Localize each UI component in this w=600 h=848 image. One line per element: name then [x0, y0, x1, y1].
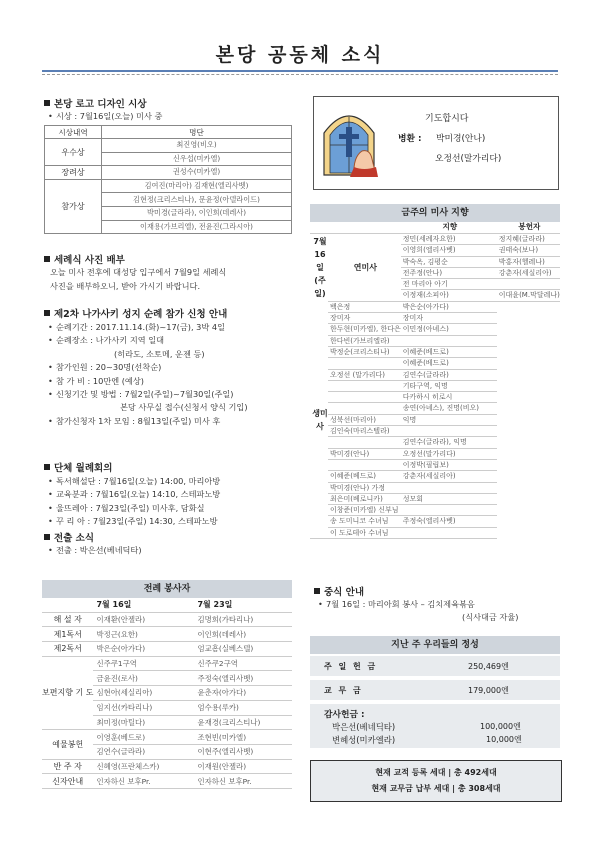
- parish-stats-2: 현재 교무금 납부 세대 | 총 308세대: [371, 784, 501, 793]
- mass-row: [310, 426, 560, 437]
- logo-line-text: 시상 : 7월16일(오늘) 미사 중: [56, 111, 163, 121]
- parish-stats-1: 현재 교적 등록 세대 | 총 492세대: [375, 768, 497, 777]
- server-role: 신자안내: [42, 774, 93, 789]
- mass-row: [310, 448, 560, 459]
- mass-intention: [328, 380, 401, 391]
- mass-donor: 김연수(글라라): [401, 369, 497, 380]
- photo-l2: 사진을 배부하오니, 받아 가시기 바랍니다.: [50, 281, 201, 291]
- mass-date: 7월16일(주일): [313, 237, 327, 299]
- offering-r1-value: 250,469엔: [468, 662, 509, 671]
- prayer-name-2: 오정선(말가리다): [435, 154, 502, 164]
- server-row: [42, 642, 292, 657]
- mass-row: [310, 346, 560, 357]
- award-table: [44, 125, 292, 234]
- mass-row: [310, 493, 560, 504]
- mass-donor: 이민정(아녜스): [401, 324, 497, 335]
- mass-table: [310, 222, 560, 539]
- server-name-1: 최미정(마틸다): [93, 715, 194, 730]
- title-divider: [42, 70, 558, 72]
- mass-intention: 이영희(엘리사벳): [401, 245, 497, 256]
- server-name-2: 신주쿠2구역: [194, 656, 292, 671]
- server-name-1: 임지선(카타리나): [93, 700, 194, 715]
- mass-donor: 정지혜(글라라): [497, 234, 560, 245]
- mass-intention: 백은정: [328, 301, 401, 312]
- mass-donor: 익명: [401, 414, 497, 425]
- pilgrim-list: • 순례기간 : 2017.11.14.(화)~17(금), 3박 4일 • 순례장소 : 나가사키 지역 일대 (히라도, 소토메, 운젠 등) • 참가인원 : 20~30명(선착순) • 참 가 비 : 10만엔 (예상) • 신청기간 및 방법 : 7월2일(주일)~7월30일(주일) 본당 사무실 접수(신청서 양식 기입) • 참가신청자 1차 모임 : 8월13일(주일) 미사 후: [48, 322, 248, 426]
- offering-thanks-block: [310, 704, 560, 748]
- offering-t2-name: 변혜성(미카엘라): [332, 735, 396, 745]
- server-name-2: 이인희(데레사): [194, 627, 292, 642]
- offering-r1-label: 주 일 헌 금: [324, 662, 378, 671]
- pilgrim-heading: [44, 306, 227, 320]
- mass-row: [310, 437, 560, 448]
- mass-donor: [401, 505, 497, 516]
- bullet-square-icon: [44, 534, 50, 540]
- mass-row: [310, 459, 560, 470]
- server-name-2: 윤재경(크리스티나): [194, 715, 292, 730]
- mass-intention: 이 도로테아 수녀님: [328, 527, 401, 538]
- mass-row: [310, 313, 560, 324]
- mass-corner: [328, 222, 401, 234]
- photo-heading: [44, 252, 125, 266]
- logo-heading: [44, 96, 147, 110]
- mass-row: [310, 234, 560, 245]
- mass-donor: 박은순(아가다): [401, 301, 497, 312]
- offering-t2-value: 10,000엔: [486, 735, 522, 744]
- pilgrim-line: 참 가 비 : 10만엔 (예상): [56, 375, 144, 386]
- offering-r2-value: 179,000엔: [468, 686, 509, 695]
- mass-donor: 강춘자(세실리아): [497, 267, 560, 278]
- mass-intention: 박미경(안나) 가정: [328, 482, 401, 493]
- pilgrim-line: 신청기간 및 방법 : 7월2일(주일)~7월30일(주일): [56, 389, 234, 400]
- mass-intention: 전 마리아 아기: [401, 279, 497, 290]
- page-title: 본당 공동체 소식: [215, 44, 385, 66]
- meeting-line: 독서해설단 : 7월16일(오늘) 14:00, 마리아방: [56, 476, 221, 486]
- mass-intention: 최은미(베로니카): [328, 493, 401, 504]
- server-name-1: 신혜영(프란체스카): [93, 759, 194, 774]
- mass-donor: 성모회: [401, 493, 497, 504]
- transfer-heading: [44, 530, 94, 544]
- award-name: 신우섭(미카엘): [102, 152, 292, 166]
- mass-intention: 오정선 (말가리다): [328, 369, 401, 380]
- mass-donor: 이혜준(베드로): [401, 346, 497, 357]
- mass-donor: [401, 482, 497, 493]
- server-name-1: 김연수(글라라): [93, 744, 194, 759]
- mass-row: [310, 505, 560, 516]
- meeting-heading: [44, 460, 112, 474]
- pilgrim-line: 참가신청자 1차 모임 : 8월13일(주일) 미사 후: [56, 415, 221, 426]
- mass-intention: [328, 459, 401, 470]
- mass-intention: [328, 437, 401, 448]
- mass-th-intention: 지향: [401, 222, 497, 234]
- offering-t1-name: 박은선(베네딕타): [332, 722, 396, 732]
- server-row: [42, 730, 292, 745]
- server-row: [42, 759, 292, 774]
- meeting-line: 교육분과 : 7월16일(오늘) 14:10, 스테파노방: [56, 489, 221, 500]
- mass-intention: 성북선(마리아): [328, 414, 401, 425]
- mass-donor: 이정박(필립보): [401, 459, 497, 470]
- prayer-name-1: 박미경(안나): [436, 134, 486, 144]
- mass-donor: 권태숙(보나): [497, 245, 560, 256]
- mass-intention: 정민(세례자요한): [401, 234, 497, 245]
- mass-row: [310, 358, 560, 369]
- server-role: 해 설 자: [42, 612, 93, 627]
- mass-row: [310, 369, 560, 380]
- mass-intention: 박미경(안나): [328, 448, 401, 459]
- mass-intention: 전주정(안나): [401, 267, 497, 278]
- mass-donor: [497, 279, 560, 290]
- mass-donor: 이대윤(M.막달레나): [498, 291, 560, 300]
- pilgrim-line: (히라도, 소토메, 운젠 등): [114, 348, 205, 359]
- offering-row-sunday: [310, 656, 560, 676]
- meal-heading: [314, 584, 364, 598]
- mass-donor: [401, 335, 497, 346]
- server-table: [42, 598, 292, 789]
- mass-th-donor: 봉헌자: [497, 222, 560, 234]
- bullet-square-icon: [44, 310, 50, 316]
- bullet-square-icon: [44, 100, 50, 106]
- mass-donor: 장미자: [401, 313, 497, 324]
- mass-intention: [328, 358, 401, 369]
- mass-intention: 김인숙(마리스텔라): [328, 426, 401, 437]
- mass-donor: [401, 426, 497, 437]
- server-date-1: 7월 16일: [93, 598, 194, 612]
- mass-heading: 금주의 미사 지향: [310, 204, 560, 222]
- mass-donor: 기타구역, 익명: [401, 380, 497, 391]
- prayer-title: 기도합시다: [425, 114, 469, 124]
- mass-row: [310, 392, 560, 403]
- server-row: [42, 774, 292, 789]
- mass-donor: 강춘자(세실리아): [401, 471, 497, 482]
- award-name: 이재용(가브리엘), 전윤진(그라시아): [102, 220, 292, 234]
- award-cat: 우수상: [45, 139, 102, 166]
- award-th-names: 명단: [102, 126, 292, 139]
- mass-donor: 다카하시 히로시: [401, 392, 497, 403]
- mass-donor: 이혜준(베드로): [401, 358, 497, 369]
- prayer-label: 병환 :: [398, 134, 422, 144]
- server-name-1: 이영훈(베드로): [93, 730, 194, 745]
- bullet-square-icon: [44, 464, 50, 470]
- bullet-square-icon: [314, 588, 320, 594]
- server-name-1: 심현아(세실리아): [93, 686, 194, 701]
- mass-row: [310, 482, 560, 493]
- offering-row-dues: [310, 680, 560, 700]
- server-name-2: 엄수용(루카): [194, 700, 292, 715]
- logo-line: • 시상 : 7월16일(오늘) 미사 중: [48, 111, 163, 121]
- server-name-2: 엄교흠(실베스텔): [194, 642, 292, 657]
- offering-r2-label: 교 무 금: [324, 686, 363, 695]
- mass-intention: [328, 403, 401, 414]
- mass-donor: 주정숙(엘리사벳): [401, 516, 497, 527]
- mass-row: [310, 414, 560, 425]
- mass-intention: [328, 392, 401, 403]
- pilgrim-heading-text: 제2차 나가사키 성지 순례 참가 신청 안내: [54, 309, 228, 320]
- mass-row: [310, 516, 560, 527]
- mass-row: [310, 403, 560, 414]
- server-row: [42, 656, 292, 671]
- mass-intention: 송 도미니코 수녀님: [328, 516, 401, 527]
- mass-intention: 이정재(소피아): [401, 290, 497, 301]
- server-row: [42, 627, 292, 642]
- pilgrim-line: 순례장소 : 나가사키 지역 일대: [56, 335, 165, 346]
- mass-intention: 박숙옥, 김평순: [401, 256, 497, 267]
- mass-saeng-label: 생미사: [310, 301, 328, 538]
- mass-corner: [310, 222, 328, 234]
- server-name-2: 조현빈(미카엘): [194, 730, 292, 745]
- meeting-line: 꾸 리 아 : 7월23일(주일) 14:30, 스테파노방: [56, 516, 218, 527]
- transfer-heading-text: 전출 소식: [54, 533, 95, 544]
- pilgrim-line: 순례기간 : 2017.11.14.(화)~17(금), 3박 4일: [56, 322, 225, 332]
- meal-l2: (식사대금 자율): [462, 612, 519, 622]
- server-name-1: 박은순(아가다): [93, 642, 194, 657]
- meeting-list: • 독서해설단 : 7월16일(오늘) 14:00, 마리아방 • 교육분과 : 7월16일(오늘) 14:10, 스테파노방 • 울뜨레아 : 7월23일(주일) 미사후, 담화실 • 꾸 리 아 : 7월23일(주일) 14:30, 스테파노방: [48, 476, 221, 527]
- mass-intention: 한두현(미카엘), 한다은: [330, 325, 401, 334]
- mass-intention: 박정순(크리스티나): [328, 346, 401, 357]
- mass-row: [310, 324, 560, 335]
- server-name-2: 이재원(안젤라): [194, 759, 292, 774]
- mass-row: [310, 301, 560, 312]
- server-name-2: 김명희(가타리나): [194, 612, 292, 627]
- bullet-square-icon: [44, 256, 50, 262]
- server-role: 제2독서: [42, 642, 93, 657]
- server-name-1: 박정근(요한): [93, 627, 194, 642]
- server-name-1: 이재환(안젤라): [93, 612, 194, 627]
- award-cat: 장려상: [45, 166, 102, 180]
- server-name-2: 인자하신 보후Pr.: [194, 774, 292, 789]
- server-name-2: 이현주(엘리사벳): [194, 744, 292, 759]
- parish-stats-box: [310, 760, 562, 802]
- award-name: 박미경(글라라), 이인희(데레사): [102, 206, 292, 220]
- award-th-category: 시상내역: [45, 126, 102, 139]
- mass-donor: [401, 527, 497, 538]
- photo-l1: 오늘 미사 전후에 대성당 입구에서 7월9일 세례식: [50, 267, 227, 277]
- offering-thanks-label: 감사헌금 :: [324, 710, 365, 720]
- server-name-2: 윤춘자(아가다): [194, 686, 292, 701]
- meal-heading-text: 중식 안내: [324, 587, 365, 598]
- offering-heading: 지난 주 우리들의 정성: [310, 636, 560, 654]
- mass-row: [310, 380, 560, 391]
- pilgrim-line: 참가인원 : 20~30명(선착순): [56, 362, 162, 373]
- server-corner: [42, 598, 93, 612]
- award-name: 최진영(비오): [102, 139, 292, 153]
- award-name: 권성수(미카엘): [102, 166, 292, 180]
- logo-heading-text: 본당 로고 디자인 시상: [54, 99, 147, 110]
- mass-intention: 이혜준(베드로): [328, 471, 401, 482]
- server-name-1: 신주쿠1구역: [93, 656, 194, 671]
- mass-intention: 한다빈(가브리엘라): [328, 335, 401, 346]
- mass-row: [310, 471, 560, 482]
- transfer-line-text: 전출 : 박은선(베네딕타): [56, 545, 142, 555]
- server-role: 예물봉헌: [42, 730, 93, 759]
- mass-donor: 김연수(글라라), 익명: [401, 437, 497, 448]
- server-role: 보편지향 기 도: [42, 656, 93, 729]
- mass-row: [310, 527, 560, 538]
- award-name: 김현정(크리스티나), 문윤정(아델라이드): [102, 193, 292, 207]
- mass-donor: 송연(아녜스), 진명(비오): [401, 403, 497, 414]
- mass-row: [310, 335, 560, 346]
- award-cat: 참가상: [45, 179, 102, 233]
- server-name-1: 인자하신 보후Pr.: [93, 774, 194, 789]
- mass-yeon-label: 연미사: [328, 234, 401, 302]
- church-window-icon: [320, 105, 378, 177]
- server-role: 제1독서: [42, 627, 93, 642]
- transfer-line: • 전출 : 박은선(베네딕타): [48, 545, 142, 555]
- award-name: 김여진(마리아) 김재현(엘리사벳): [102, 179, 292, 193]
- server-role: 반 주 자: [42, 759, 93, 774]
- offering-t1-value: 100,000엔: [480, 722, 521, 731]
- meeting-heading-text: 단체 월례회의: [54, 463, 113, 474]
- mass-intention: 장미자: [328, 313, 401, 324]
- server-date-2: 7월 23일: [194, 598, 292, 612]
- meal-l1: • 7월 16일 : 마리아회 봉사 – 김치제육볶음: [318, 599, 475, 609]
- photo-heading-text: 세례식 사진 배부: [54, 255, 125, 266]
- mass-intention: 이창준(미카엘) 신부님: [328, 505, 401, 516]
- server-heading: 전례 봉사자: [42, 580, 292, 598]
- title-divider-dashed: [42, 74, 558, 75]
- pilgrim-line: 본당 사무실 접수(신청서 양식 기입): [120, 402, 248, 413]
- server-name-2: 주정숙(엘리사벳): [194, 671, 292, 686]
- meal-l1-text: 7월 16일 : 마리아회 봉사 – 김치제육볶음: [326, 599, 475, 609]
- server-name-1: 금윤진(로사): [93, 671, 194, 686]
- server-row: [42, 612, 292, 627]
- mass-donor: 박홍자(헬레나): [497, 256, 560, 267]
- meeting-line: 울뜨레아 : 7월23일(주일) 미사후, 담화실: [56, 502, 205, 513]
- mass-donor: 오정선(말가리다): [401, 448, 497, 459]
